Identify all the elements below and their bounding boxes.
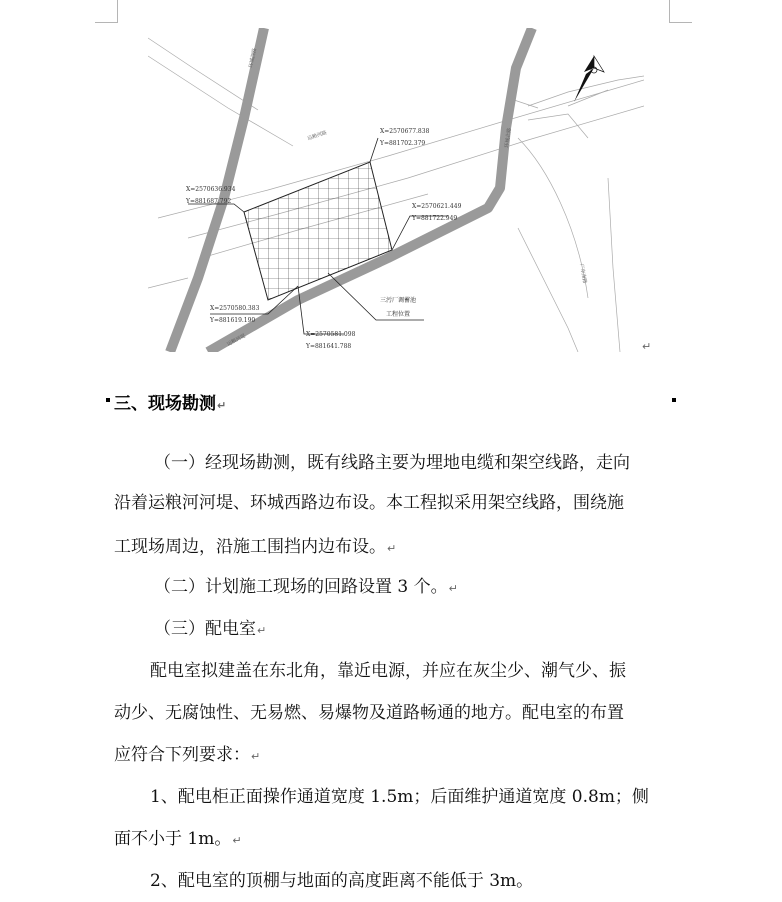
body-line-5: （三）配电室↵ bbox=[154, 619, 267, 639]
body-line-1: （一）经现场勘测，既有线路主要为埋地电缆和架空线路，走向 bbox=[154, 453, 630, 473]
coord-sw-x: X=2570580.383 bbox=[210, 305, 260, 312]
body-line-10: 面不小于 1m。↵ bbox=[114, 829, 242, 849]
body-line-7: 动少、无腐蚀性、无易燃、易爆物及道路畅通的地方。配电室的布置 bbox=[114, 703, 624, 723]
paragraph-mark-icon: ↵ bbox=[217, 399, 227, 412]
coord-ne-y: Y=881702.379 bbox=[380, 140, 426, 147]
coord-nw-x: X=2570636.934 bbox=[186, 186, 236, 193]
paragraph-mark-icon: ↵ bbox=[251, 750, 261, 763]
paragraph-mark-icon: ↵ bbox=[257, 624, 267, 637]
paragraph-mark-icon: ↵ bbox=[448, 582, 458, 595]
coord-s-y: Y=881641.788 bbox=[306, 343, 352, 350]
coord-e-y: Y=881722.949 bbox=[412, 215, 458, 222]
coord-sw-y: Y=881619.190 bbox=[210, 317, 256, 324]
road-label-bottom: 运粮河堤 bbox=[226, 333, 247, 348]
body-line-4: （二）计划施工现场的回路设置 3 个。↵ bbox=[154, 577, 458, 597]
page-corner-mark-top-right bbox=[669, 0, 692, 23]
coord-s-x: X=2570581.098 bbox=[306, 331, 356, 338]
body-line-8: 应符合下列要求：↵ bbox=[114, 745, 261, 765]
selection-handle-right bbox=[672, 398, 676, 402]
road-label-right: 环城北路 bbox=[504, 127, 513, 149]
north-arrow-icon bbox=[574, 56, 604, 102]
body-line-6: 配电室拟建盖在东北角，靠近电源，并应在灰尘少、潮气少、振 bbox=[150, 661, 626, 681]
site-location-map bbox=[148, 28, 644, 352]
coord-nw-y: Y=881687.792 bbox=[186, 198, 232, 205]
page-corner-mark-top-left bbox=[95, 0, 118, 23]
paragraph-mark-icon: ↵ bbox=[642, 340, 652, 353]
body-line-11: 2、配电室的顶棚与地面的高度距离不能低于 3m。 bbox=[150, 871, 534, 891]
paragraph-mark-icon: ↵ bbox=[387, 542, 397, 555]
coord-ne-x: X=2570677.838 bbox=[380, 128, 430, 135]
road-label-left: 环城西路 bbox=[248, 47, 259, 69]
body-line-2: 沿着运粮河河堤、环城西路边布设。本工程拟采用架空线路，围绕施 bbox=[114, 493, 624, 513]
site-parcel bbox=[244, 162, 392, 300]
section-heading bbox=[106, 389, 226, 414]
road-label-top: 运粮河路 bbox=[306, 130, 328, 142]
site-label-line-2: 工程位置 bbox=[386, 311, 411, 318]
site-label-line-1: 三污厂调蓄池 bbox=[380, 297, 417, 304]
paragraph-mark-icon: ↵ bbox=[232, 834, 242, 847]
coord-e-x: X=2570621.449 bbox=[412, 203, 462, 210]
section-heading-text: 三、现场勘测 bbox=[114, 394, 216, 414]
road-label-far-right: 广东南路 bbox=[578, 263, 588, 285]
body-line-3: 工现场周边，沿施工围挡内边布设。↵ bbox=[114, 537, 397, 557]
body-line-9: 1、配电柜正面操作通道宽度 1.5m；后面维护通道宽度 0.8m；侧 bbox=[150, 787, 649, 807]
